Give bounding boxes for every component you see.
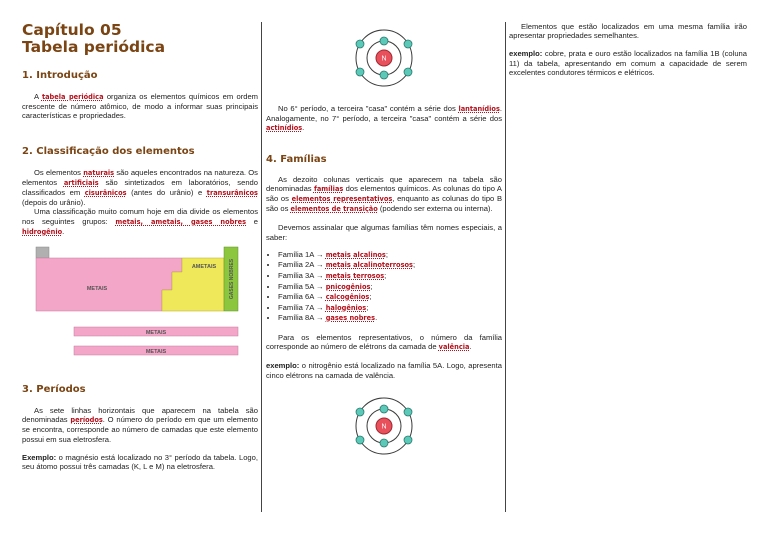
introducao-paragraph: A tabela periódica organiza os elementos químicos em ordem crescente de número atômico, de modo a informar suas principais características e propriedades. [22, 92, 258, 121]
keyword-hidrogenio: hidrogênio [22, 227, 63, 236]
familias-list [266, 250, 502, 324]
list-item: • Família 7A → halogênios; [278, 303, 502, 314]
keyword-tabela-periodica: tabela periódica [41, 93, 104, 101]
section-heading-familias: 4. Famílias [266, 153, 327, 165]
gases-nobres-label: GASES NOBRES [229, 258, 235, 300]
classificacao-paragraph-1: Os elementos naturais são aqueles encontrados na natureza. Os elementos artificiais são sintetizados em laboratórios, sendo classificados em cisurânicos (antes do urânio) e transurânicos (depois do urânio). [22, 167, 259, 208]
metais-row-1-label: METAIS [145, 330, 167, 337]
keyword-cisuranicos: cisurânicos [84, 189, 127, 198]
list-item: • Família 1A → metais alcalinos; [278, 250, 502, 261]
familias-paragraph-2: Devemos assinalar que algumas famílias têm nomes especiais, a saber: [266, 223, 502, 242]
keyword-actinidios: actinídios [266, 124, 303, 133]
keyword-transuranicos: transurânicos [206, 189, 258, 198]
column-2 [266, 22, 502, 462]
keyword-representativos: elementos representativos [291, 195, 393, 204]
section-heading-periodos: 3. Períodos [22, 384, 86, 396]
metais-region [36, 258, 182, 311]
section-heading-classificacao: 2. Classificação dos elementos [22, 145, 195, 157]
svg-text:N: N [381, 55, 387, 63]
section-heading-introducao: 1. Introdução [22, 70, 98, 81]
propriedades-paragraph: Elementos que estão localizados em uma mesma família irão apresentar propriedades semelhantes. [509, 22, 747, 41]
lantanidios-paragraph: No 6° período, a terceira "casa" contém a série dos lantanídios. Analogamente, no 7° período, a terceira "casa" contém a série dos actinídios. [266, 104, 502, 133]
atom-illustration-top [266, 22, 502, 92]
svg-text:N: N [381, 423, 387, 431]
keyword-transicao: elementos de transição [290, 205, 378, 214]
atom-illustration-bottom [266, 390, 502, 462]
col3-example: exemplo: cobre, prata e ouro estão localizados na família 1B (coluna 11) da tabela, apresentando em comum a capacidade de serem excelentes condutores térmicos e elétricos. [509, 49, 747, 77]
list-item: • Família 2A → metais alcalinoterrosos; [278, 260, 502, 271]
chapter-subtitle: Tabela periódica [22, 38, 166, 56]
keyword-naturais: naturais [83, 168, 115, 177]
keyword-periodos: períodos [70, 416, 103, 425]
keyword-lantanidios: lantanídios [458, 105, 500, 113]
list-item: • Família 5A → pnicogênios; [278, 282, 502, 293]
column-divider-1 [261, 22, 262, 512]
list-item: • Família 6A → calcogênios; [278, 292, 502, 303]
column-divider-2 [505, 22, 506, 512]
periodos-paragraph: As sete linhas horizontais que aparecem na tabela são denominadas períodos. O número do período em que um elemento se encontra, corresponde ao número de camadas que este elemento possui em sua eletrosfera. [22, 406, 258, 444]
familias-example: exemplo: o nitrogênio está localizado na família 5A. Logo, apresenta cinco elétrons na camada de valência. [266, 361, 502, 380]
list-item: • Família 3A → metais terrosos; [278, 271, 502, 282]
classificacao-paragraph-2: Uma classificação muito comum hoje em dia divide os elementos nos seguintes grupos: metais, ametais, gases nobres e hidrogênio. [22, 207, 258, 236]
periodic-table-diagram [22, 245, 258, 363]
periodos-example: Exemplo: o magnésio está localizado no 3° período da tabela. Logo, seu átomo possui três camadas (K, L e M) na eletrosfera. [22, 452, 258, 472]
metais-row-2-label: METAIS [145, 349, 167, 356]
list-item: • Família 8A → gases nobres. [278, 313, 502, 324]
familias-paragraph-3: Para os elementos representativos, o número da família corresponde ao número de elétrons da camada de valência. [266, 332, 502, 352]
metais-label: METAIS [86, 286, 108, 293]
column-3 [509, 22, 747, 77]
keyword-familias: famílias [313, 184, 344, 193]
keyword-grupos: metais, ametais, gases nobres [115, 217, 246, 226]
familias-paragraph-1: As dezoito colunas verticais que aparecem na tabela são denominadas famílias dos elementos químicos. As colunas do tipo A são os elementos representativos, enquanto as colunas do tipo B são os elementos de transição (podendo ser externa ou interna). [266, 174, 503, 214]
chapter-title: Capítulo 05 [22, 21, 122, 39]
column-1 [22, 22, 258, 471]
ametais-label: AMETAIS [191, 264, 217, 271]
hidrogenio-cell [36, 247, 49, 258]
keyword-artificiais: artificiais [63, 178, 99, 187]
keyword-valencia: valência [438, 343, 470, 352]
